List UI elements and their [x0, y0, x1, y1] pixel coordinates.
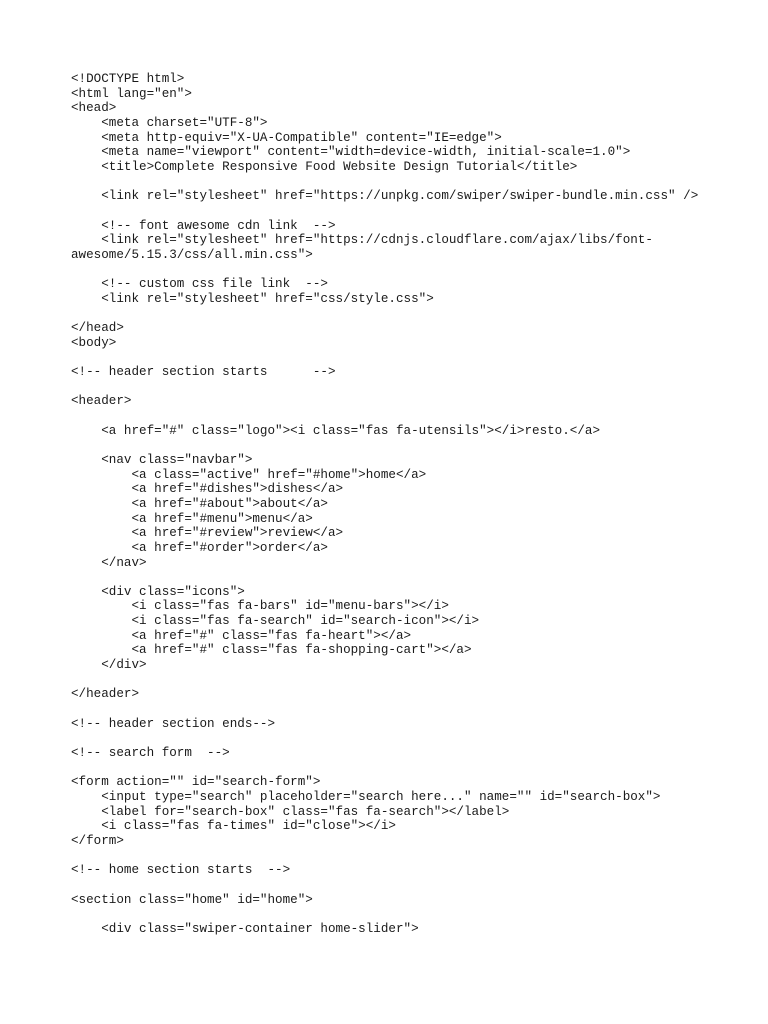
code-line [71, 570, 721, 585]
code-line [71, 350, 721, 365]
code-line: <meta http-equiv="X-UA-Compatible" content="IE=edge"> [71, 130, 502, 145]
code-line [71, 702, 721, 717]
code-line [71, 175, 721, 190]
code-line: <i class="fas fa-search" id="search-icon"></i> [71, 614, 480, 629]
code-line: </div> [71, 658, 147, 673]
code-line [71, 438, 721, 453]
code-line: <link rel="stylesheet" href="https://cdnjs.cloudflare.com/ajax/libs/font- [71, 233, 653, 248]
code-line [71, 878, 721, 893]
code-line: <a href="#about">about</a> [71, 496, 328, 511]
code-line: <html lang="en"> [71, 86, 192, 101]
code-line: <section class="home" id="home"> [71, 892, 313, 907]
code-line: <a href="#review">review</a> [71, 526, 344, 541]
code-line: <a href="#menu">menu</a> [71, 511, 313, 526]
code-line: <!-- font awesome cdn link --> [71, 218, 336, 233]
code-line [71, 380, 721, 395]
code-line: <div class="swiper-container home-slider"> [71, 921, 419, 936]
code-line: <form action="" id="search-form"> [71, 775, 321, 790]
code-line: <a href="#order">order</a> [71, 540, 328, 555]
code-line: <head> [71, 101, 117, 116]
code-line: </header> [71, 687, 140, 702]
code-line [71, 673, 721, 688]
code-listing [71, 72, 721, 936]
code-line [71, 849, 721, 864]
code-line: <input type="search" placeholder="search here..." name="" id="search-box"> [71, 789, 661, 804]
code-line [71, 731, 721, 746]
code-line: <a href="#" class="fas fa-shopping-cart"></a> [71, 643, 472, 658]
code-line [71, 761, 721, 776]
code-line: <a href="#" class="fas fa-heart"></a> [71, 628, 412, 643]
code-line: <i class="fas fa-bars" id="menu-bars"></i> [71, 599, 449, 614]
code-line: <title>Complete Responsive Food Website Design Tutorial</title> [71, 159, 578, 174]
code-line: <label for="search-box" class="fas fa-search"></label> [71, 804, 510, 819]
code-line: <a class="active" href="#home">home</a> [71, 467, 427, 482]
code-line: <!-- search form --> [71, 746, 230, 760]
code-line [71, 306, 721, 321]
code-line: <div class="icons"> [71, 584, 245, 599]
code-line [71, 409, 721, 424]
code-line: <i class="fas fa-times" id="close"></i> [71, 819, 396, 834]
code-line: <meta name="viewport" content="width=device-width, initial-scale=1.0"> [71, 145, 631, 160]
code-line: </nav> [71, 555, 147, 570]
code-line: <meta charset="UTF-8"> [71, 115, 268, 130]
code-line: </form> [71, 833, 124, 848]
code-line: <!-- header section starts --> [71, 365, 336, 380]
code-line [71, 263, 721, 278]
code-line: <nav class="navbar"> [71, 452, 253, 467]
code-line: <header> [71, 394, 132, 409]
code-line: <link rel="stylesheet" href="css/style.css"> [71, 291, 434, 306]
code-line: <link rel="stylesheet" href="https://unpkg.com/swiper/swiper-bundle.min.css" /> [71, 189, 699, 204]
code-line: <!-- custom css file link --> [71, 277, 328, 292]
code-line: <a href="#" class="logo"><i class="fas fa-utensils"></i>resto.</a> [71, 423, 601, 438]
code-line: <!DOCTYPE html> [71, 72, 185, 86]
code-line: <!-- header section ends--> [71, 716, 276, 731]
code-line: <a href="#dishes">dishes</a> [71, 482, 344, 497]
code-line: <!-- home section starts --> [71, 863, 291, 878]
code-line: awesome/5.15.3/css/all.min.css"> [71, 247, 313, 262]
code-line [71, 907, 721, 922]
code-line: </head> [71, 321, 124, 336]
code-line: <body> [71, 335, 117, 350]
code-line [71, 204, 721, 219]
